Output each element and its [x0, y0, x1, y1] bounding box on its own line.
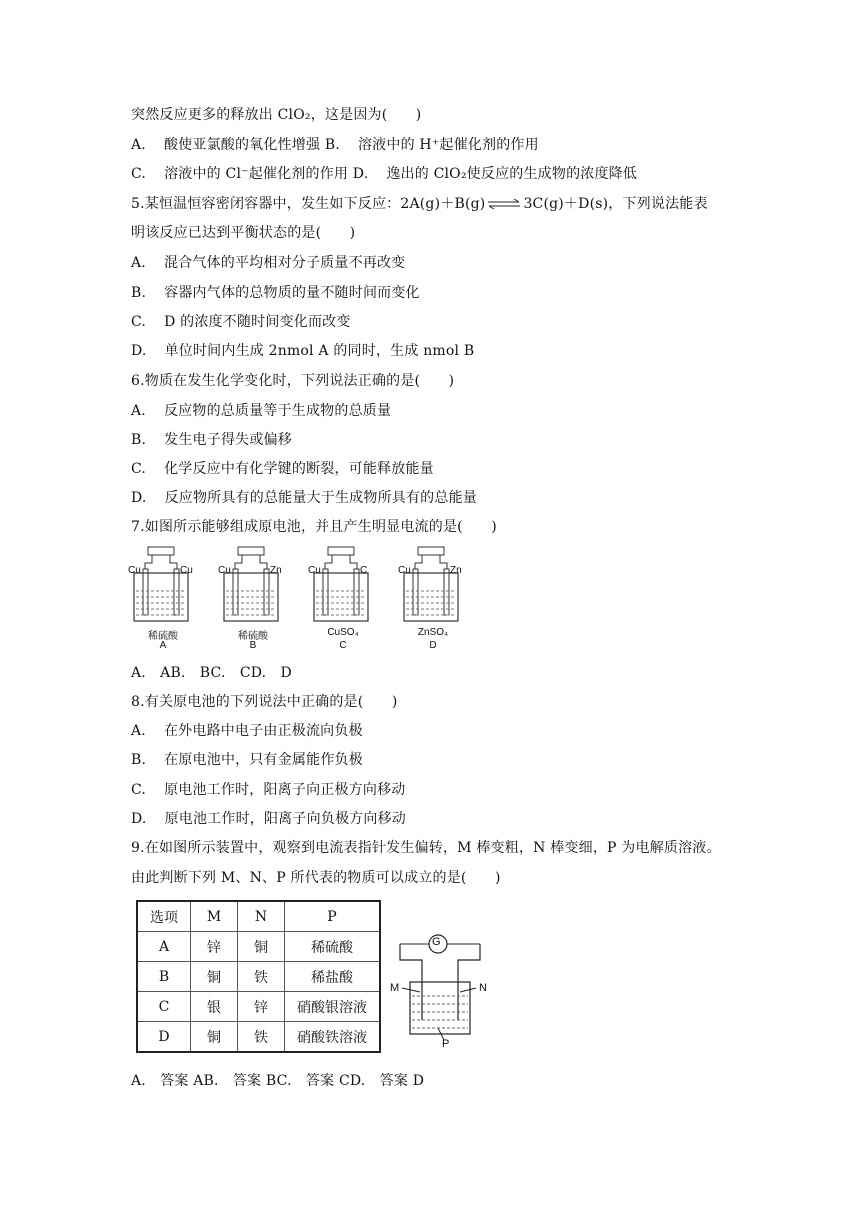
q4-stem-line: 突然反应更多的释放出 ClO₂，这是因为( ) — [131, 107, 422, 123]
electrode-left-label: Cu — [398, 565, 411, 576]
table-cell: 稀盐酸 — [285, 962, 381, 992]
option-text: 逸出的 ClO₂使反应的生成物的浓度降低 — [386, 166, 638, 182]
table-cell: D — [137, 1022, 191, 1053]
q6-option-b — [131, 432, 292, 448]
table-cell: 硝酸银溶液 — [285, 992, 381, 1022]
q8-stem-line: 8.有关原电池的下列说法中正确的是( ) — [131, 694, 398, 710]
q4-options-row1 — [131, 137, 539, 153]
option-text: 酸使亚氯酸的氧化性增强 — [163, 137, 321, 153]
table-cell: 铁 — [238, 1022, 285, 1053]
table-cell: A — [137, 932, 191, 962]
option-text: 原电池工作时，阳离子向正极方向移动 — [164, 782, 406, 798]
table-cell: 锌 — [191, 932, 238, 962]
beaker-icon — [218, 545, 288, 630]
table-header-row — [137, 901, 380, 932]
option-label: D. — [131, 490, 147, 506]
q8-option-a — [131, 723, 363, 739]
option-text: 单位时间内生成 2nmol A 的同时，生成 nmol B — [164, 343, 475, 359]
option-label: C. — [131, 461, 147, 477]
table-cell: 铜 — [191, 962, 238, 992]
table-cell: 铁 — [238, 962, 285, 992]
q7-answers: A. AB. BC. CD. D — [131, 665, 292, 681]
option-text: 混合气体的平均相对分子质量不再改变 — [163, 255, 406, 271]
electrode-n-label: N — [479, 982, 487, 994]
solution-label: ZnSO₄ — [417, 627, 449, 638]
q9-answers: A. 答案 AB. 答案 BC. 答案 CD. 答案 D — [131, 1073, 425, 1089]
table-cell: 铜 — [191, 1022, 238, 1053]
table-cell: 铜 — [238, 932, 285, 962]
option-label: C. — [131, 166, 147, 182]
table-header-cell: N — [238, 901, 285, 932]
table-row — [137, 1022, 380, 1053]
table-cell: 锌 — [238, 992, 285, 1022]
q7-galvanic-cells-figure — [128, 545, 468, 655]
q5-option-a — [131, 255, 405, 271]
table-header-cell: 选项 — [137, 901, 191, 932]
electrode-left-label: Cu — [218, 565, 231, 576]
equilibrium-arrow-icon — [487, 199, 521, 209]
option-text: 容器内气体的总物质的量不随时间而变化 — [164, 285, 420, 301]
option-label: B. — [324, 137, 340, 153]
option-text: D 的浓度不随时间变化而改变 — [164, 314, 351, 330]
q5-stem-line1 — [131, 196, 708, 212]
option-text: 在原电池中，只有金属能作负极 — [164, 752, 363, 768]
option-label: D. — [131, 343, 147, 359]
beaker-icon — [308, 545, 378, 630]
q5-stem-pre: 5.某恒温恒容密闭容器中，发生如下反应：2A(g)＋B(g) — [131, 196, 486, 212]
electrode-left-label: Cu — [128, 565, 141, 576]
electrode-left-label: Cu — [308, 565, 321, 576]
electrode-right-label: Zn — [270, 565, 282, 576]
q9-options-table — [136, 900, 381, 1053]
option-text: 发生电子得失或偏移 — [164, 432, 292, 448]
cell-b — [218, 545, 288, 655]
q7-stem-line: 7.如图所示能够组成原电池，并且产生明显电流的是( ) — [131, 519, 497, 535]
q5-stem-line2: 明该反应已达到平衡状态的是( ) — [131, 225, 356, 241]
option-label: C. — [131, 782, 147, 798]
table-header-cell: M — [191, 901, 238, 932]
table-cell: 银 — [191, 992, 238, 1022]
cell-a — [128, 545, 198, 655]
option-label: A. — [131, 137, 146, 153]
solution-label: 稀硫酸 — [148, 631, 178, 642]
q9-stem-line1: 9.在如图所示装置中，观察到电流表指针发生偏转，M 棒变粗，N 棒变细，P 为电解质溶液。 — [131, 840, 721, 856]
q9-apparatus-diagram — [388, 930, 503, 1050]
option-label: B. — [131, 752, 147, 768]
q5-option-d — [131, 343, 474, 359]
option-label: D. — [352, 166, 369, 182]
electrode-right-label: Zn — [450, 565, 462, 576]
q5-option-b — [131, 285, 420, 301]
option-text: 反应物的总质量等于生成物的总质量 — [163, 403, 392, 419]
option-text: 化学反应中有化学键的断裂，可能释放能量 — [164, 461, 434, 477]
q6-option-c — [131, 461, 434, 477]
q8-option-c — [131, 782, 405, 798]
table-cell: 硝酸铁溶液 — [285, 1022, 381, 1053]
option-label: A. — [131, 403, 146, 419]
cell-letter: D — [429, 640, 437, 651]
q5-option-c — [131, 314, 351, 330]
cell-d — [398, 545, 468, 655]
option-label: D. — [131, 811, 147, 827]
table-cell: 稀硫酸 — [285, 932, 381, 962]
option-text: 溶液中的 H⁺起催化剂的作用 — [357, 137, 539, 153]
option-label: B. — [131, 285, 147, 301]
q8-option-d — [131, 811, 406, 827]
q6-option-d — [131, 490, 477, 506]
table-row — [137, 962, 380, 992]
galvanometer-label: G — [432, 936, 441, 948]
cell-letter: B — [249, 640, 257, 651]
option-label: C. — [131, 314, 147, 330]
beaker-icon — [398, 545, 468, 630]
option-label: A. — [131, 723, 146, 739]
electrode-right-label: C — [360, 565, 368, 576]
q6-option-a — [131, 403, 391, 419]
option-text: 反应物所具有的总能量大于生成物所具有的总能量 — [164, 490, 477, 506]
q9-stem-line2: 由此判断下列 M、N、P 所代表的物质可以成立的是( ) — [131, 870, 501, 886]
solution-label: CuSO₄ — [327, 627, 359, 638]
option-label: A. — [131, 255, 146, 271]
q4-options-row2 — [131, 166, 637, 182]
electrode-m-label: M — [390, 982, 400, 994]
q6-stem-line: 6.物质在发生化学变化时，下列说法正确的是( ) — [131, 373, 455, 389]
cell-letter: A — [159, 640, 167, 651]
electrode-right-label: Cu — [180, 565, 193, 576]
option-text: 溶液中的 Cl⁻起催化剂的作用 — [164, 166, 349, 182]
table-row — [137, 992, 380, 1022]
table-row — [137, 932, 380, 962]
option-label: B. — [131, 432, 147, 448]
q8-option-b — [131, 752, 363, 768]
beaker-icon — [128, 545, 198, 630]
solution-p-label: P — [442, 1038, 450, 1050]
table-header-cell: P — [285, 901, 381, 932]
solution-label: 稀硫酸 — [238, 631, 268, 642]
option-text: 在外电路中电子由正极流向负极 — [163, 723, 363, 739]
option-text: 原电池工作时，阳离子向负极方向移动 — [164, 811, 406, 827]
cell-letter: C — [339, 640, 347, 651]
table-cell: C — [137, 992, 191, 1022]
q5-stem-post: 3C(g)＋D(s)，下列说法能表 — [523, 196, 708, 212]
cell-c — [308, 545, 378, 655]
table-cell: B — [137, 962, 191, 992]
